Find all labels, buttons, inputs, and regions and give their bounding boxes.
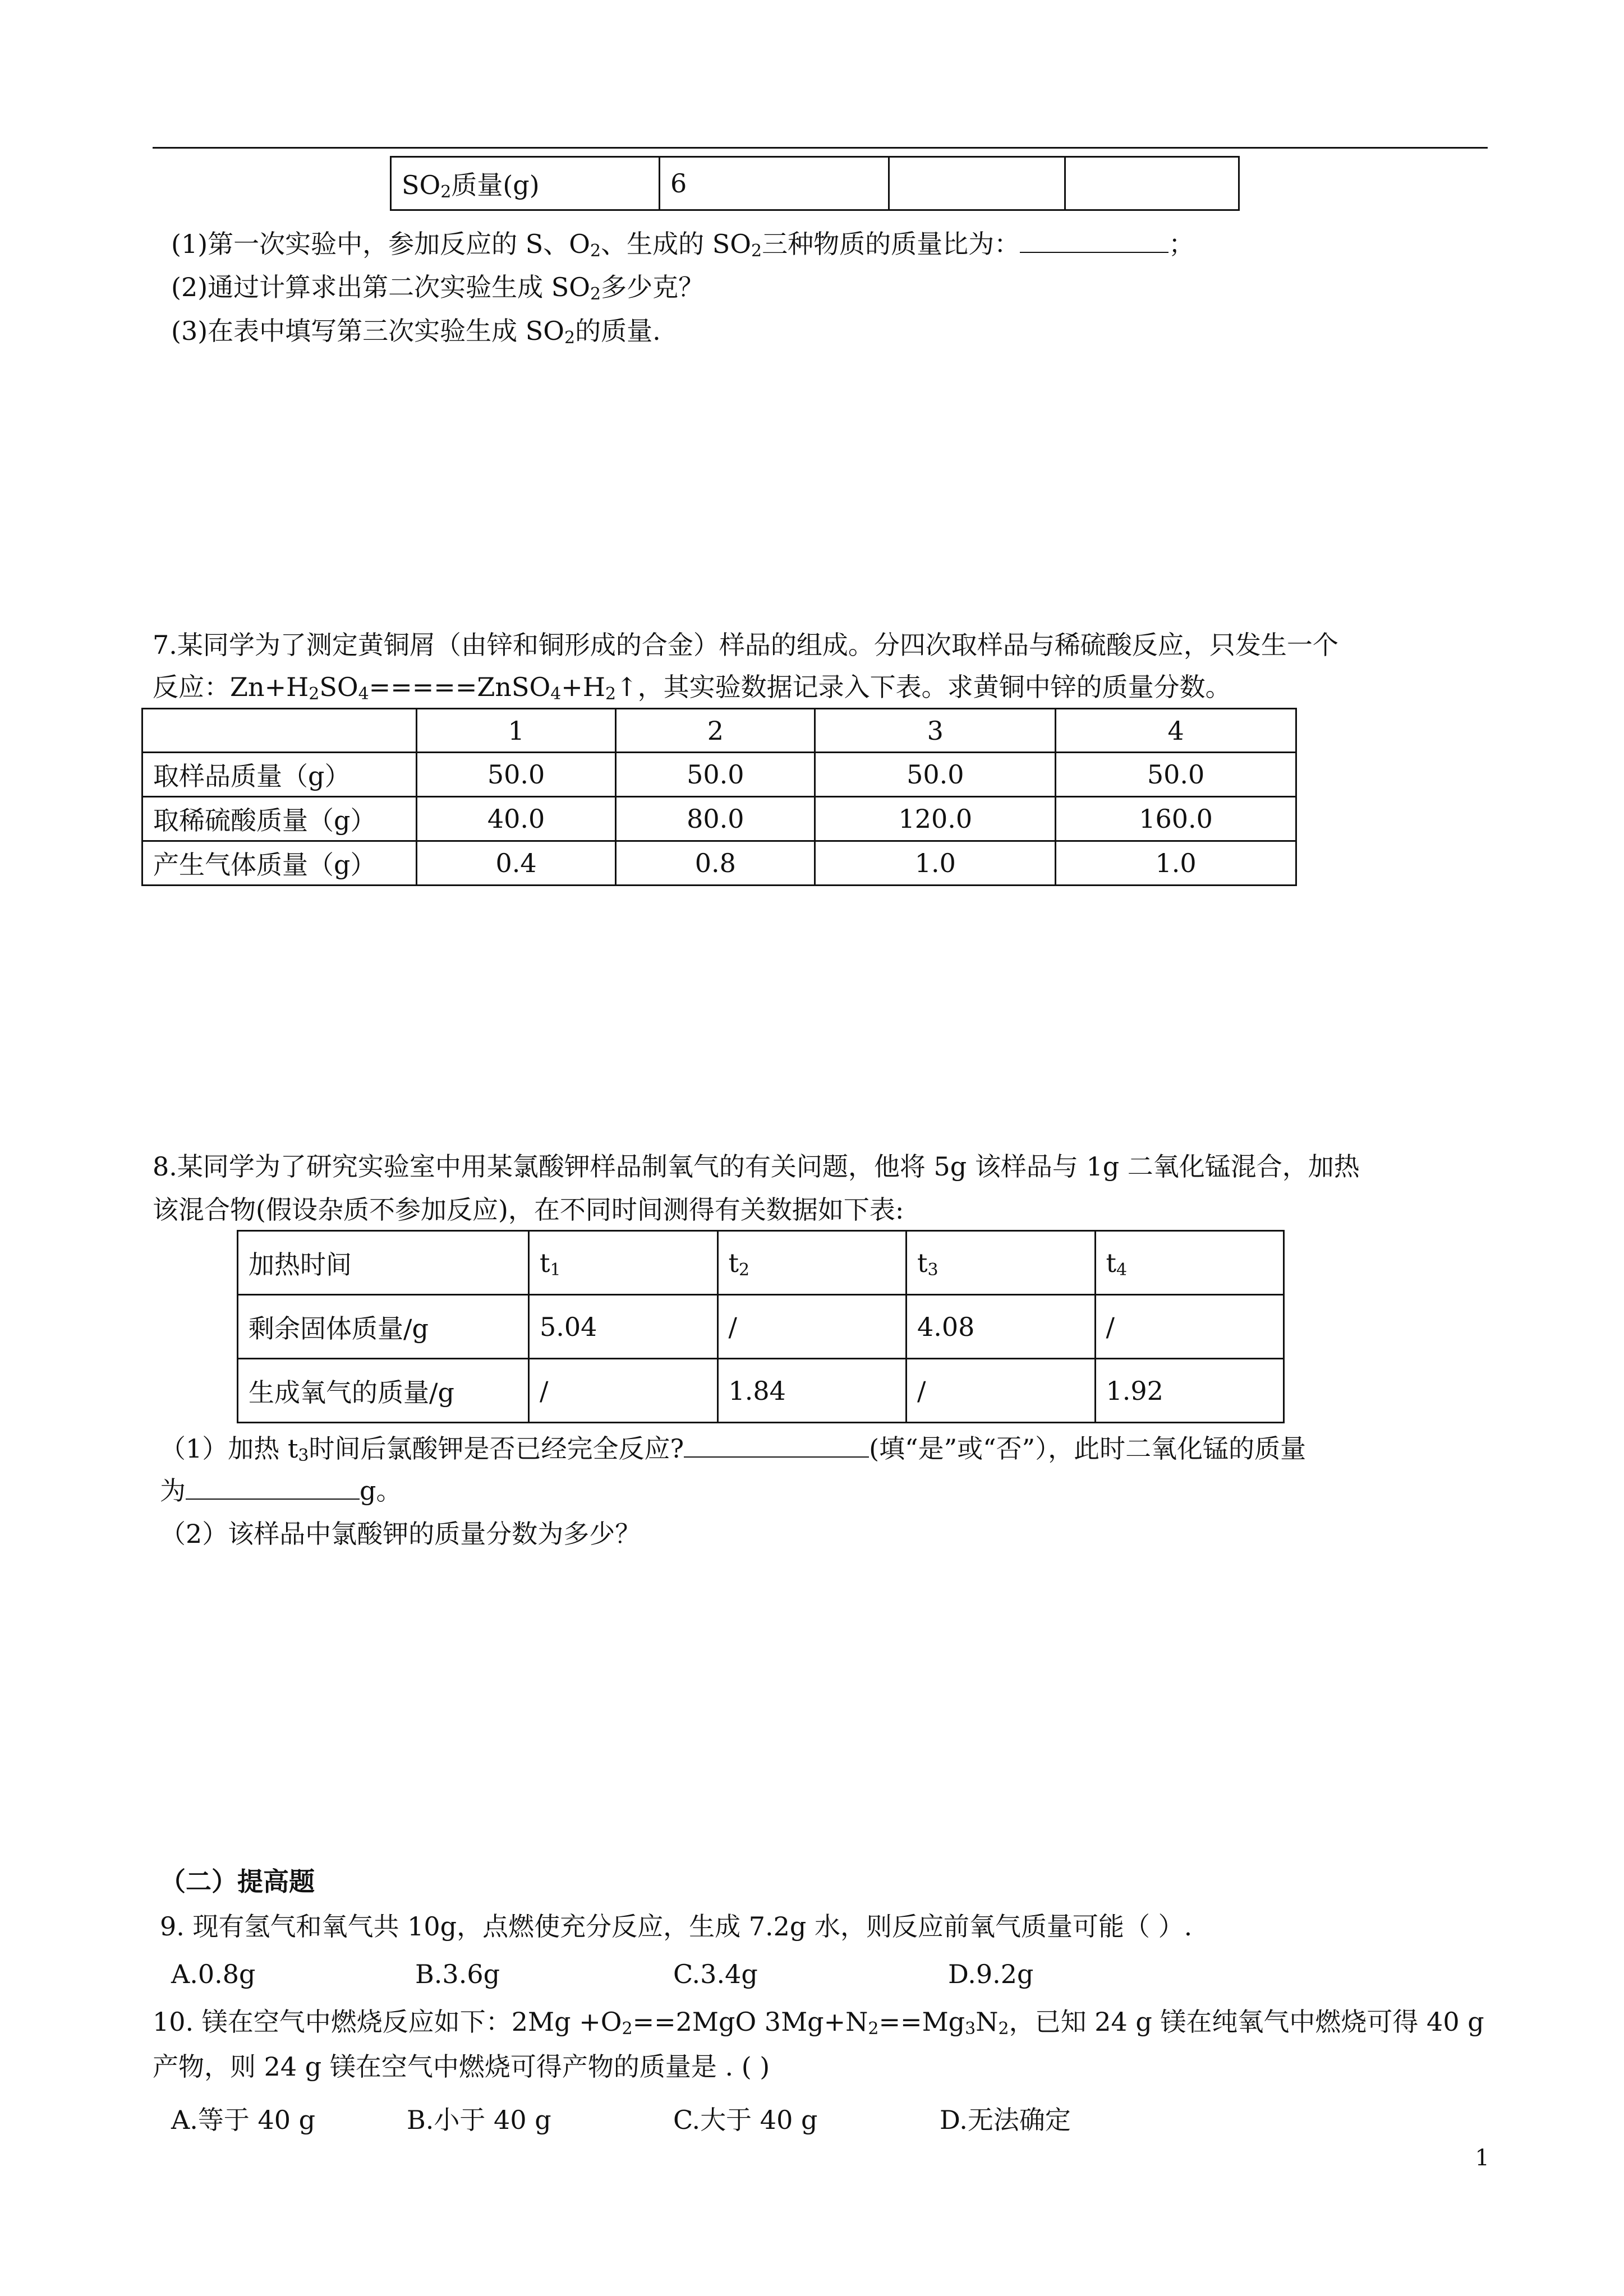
table-row (238, 1295, 1284, 1359)
table-row (142, 841, 1296, 886)
q9-option-b[interactable]: B.3.6g (415, 1959, 500, 1989)
table-row (391, 157, 1239, 210)
table-cell: / (1095, 1295, 1284, 1359)
table-header-cell: 加热时间 (238, 1231, 529, 1295)
table-cell: / (717, 1295, 907, 1359)
table-row (142, 753, 1296, 797)
table-row (238, 1359, 1284, 1423)
q6-part3: (3)在表中填写第三次实验生成 $SO_2$的质量. (171, 316, 661, 348)
q10-option-b[interactable]: B.小于 40 g (407, 2105, 551, 2135)
table-cell: / (529, 1359, 718, 1423)
q7-stem-line2: 反应：$Zn+H_2SO_4=====ZnSO_4+H_2↑$，其实验数据记录入下表。求黄铜中锌的质量分数。 (153, 672, 1231, 704)
table-header-cell: 1 (417, 709, 616, 753)
q10-stem-line2: 产物，则 24 g 镁在空气中燃烧可得产物的质量是 . ( ) (153, 2051, 770, 2082)
table-cell (1065, 157, 1239, 210)
q8-part1-cont: 为 g。 (160, 1474, 402, 1507)
section-title: （二）提高题 (160, 1866, 315, 1897)
q10-option-d[interactable]: D.无法确定 (940, 2105, 1071, 2135)
table-cell: 80.0 (616, 797, 815, 841)
table-cell: 取样品质量（g） (142, 753, 417, 797)
table-cell: 0.4 (417, 841, 616, 886)
table-cell: 0.8 (616, 841, 815, 886)
table-row (142, 709, 1296, 753)
q7-stem-line1: 7.某同学为了测定黄铜屑（由锌和铜形成的合金）样品的组成。分四次取样品与稀硫酸反应，只发生一个 (153, 630, 1338, 660)
table-header-cell: 4 (1056, 709, 1296, 753)
table-cell (889, 157, 1065, 210)
brass-data-table (141, 708, 1297, 886)
table-cell: 生成氧气的质量/g (238, 1359, 529, 1423)
table-cell: 5.04 (529, 1295, 718, 1359)
table-header-cell: $t_4$ (1095, 1231, 1284, 1295)
table-cell: 40.0 (417, 797, 616, 841)
q8-part1: （1）加热 $t_3$时间后氯酸钾是否已经完全反应? (填“是”或“否”），此时二氧化锰的质量 (160, 1432, 1306, 1465)
q9-option-c[interactable]: C.3.4g (673, 1959, 758, 1989)
q10-option-a[interactable]: A.等于 40 g (171, 2105, 316, 2135)
table-cell: 4.08 (907, 1295, 1096, 1359)
q6-part2: (2)通过计算求出第二次实验生成 $SO_2$多少克？ (171, 272, 705, 304)
answer-blank[interactable] (1020, 227, 1168, 253)
q9-option-d[interactable]: D.9.2g (948, 1959, 1034, 1989)
table-cell: $SO_2$质量(g) (391, 157, 660, 210)
q10-option-c[interactable]: C.大于 40 g (673, 2105, 818, 2135)
table-cell: 50.0 (616, 753, 815, 797)
q8-stem-line2: 该混合物(假设杂质不参加反应)，在不同时间测得有关数据如下表: (153, 1195, 904, 1225)
table-cell: 50.0 (1056, 753, 1296, 797)
table-cell: 160.0 (1056, 797, 1296, 841)
q6-part1: (1)第一次实验中，参加反应的 S、$O_2$、生成的 $SO_2$三种物质的质量比为： ； (171, 227, 1194, 261)
answer-blank[interactable] (186, 1474, 360, 1500)
table-header-cell: 2 (616, 709, 815, 753)
table-cell: 50.0 (815, 753, 1056, 797)
heating-data-table (237, 1230, 1285, 1423)
table-header-cell: $t_2$ (717, 1231, 907, 1295)
table-cell: 1.84 (717, 1359, 907, 1423)
table-cell: 50.0 (417, 753, 616, 797)
table-row (238, 1231, 1284, 1295)
table-cell: 产生气体质量（g） (142, 841, 417, 886)
q8-part2: （2）该样品中氯酸钾的质量分数为多少？ (160, 1519, 641, 1549)
table-header-cell: $t_1$ (529, 1231, 718, 1295)
table-cell: 6 (660, 157, 889, 210)
table-cell: 取稀硫酸质量（g） (142, 797, 417, 841)
table-header-cell: $t_3$ (907, 1231, 1096, 1295)
table-cell: 剩余固体质量/g (238, 1295, 529, 1359)
so2-mass-table (390, 156, 1240, 211)
q9-stem: 9. 现有氢气和氧气共 10g，点燃使充分反应，生成 7.2g 水，则反应前氧气质量可能（ ）. (160, 1911, 1193, 1942)
table-cell: 1.0 (1056, 841, 1296, 886)
header-rule (153, 147, 1488, 149)
table-row (142, 797, 1296, 841)
table-cell: 120.0 (815, 797, 1056, 841)
q9-option-a[interactable]: A.0.8g (171, 1959, 256, 1989)
table-header-cell: 3 (815, 709, 1056, 753)
table-header-cell (142, 709, 417, 753)
table-cell: / (907, 1359, 1096, 1423)
q8-stem-line1: 8.某同学为了研究实验室中用某氯酸钾样品制氧气的有关问题，他将 5g 该样品与 1g 二氧化锰混合，加热 (153, 1151, 1360, 1182)
answer-blank[interactable] (684, 1432, 869, 1458)
table-cell: 1.92 (1095, 1359, 1284, 1423)
table-cell: 1.0 (815, 841, 1056, 886)
q10-stem-line1: 10. 镁在空气中燃烧反应如下：$2Mg +O_2==2MgO$ $3Mg+N_2==Mg_3N_2$，已知 24 g 镁在纯氧气中燃烧可得 40 g (153, 2007, 1484, 2039)
page-number: 1 (1475, 2145, 1489, 2171)
